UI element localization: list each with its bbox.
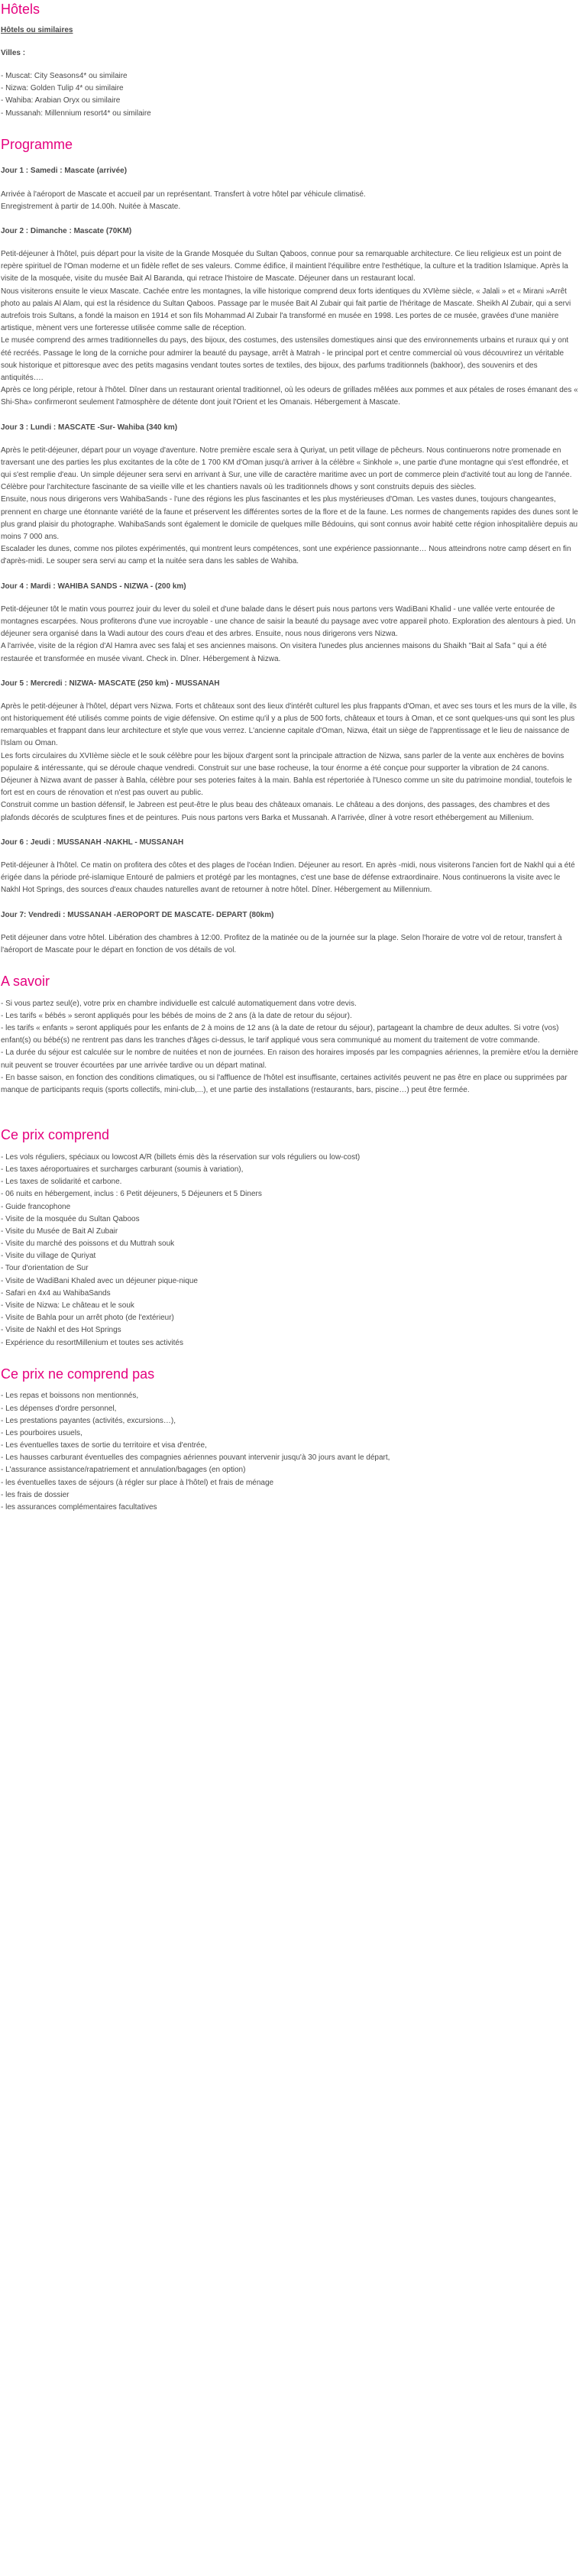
day-7 xyxy=(1,909,578,957)
list-item: - Visite de la mosquée du Sultan Qaboos xyxy=(1,1214,140,1223)
list-item: - La durée du séjour est calculée sur le nombre de nuitées et non de journées. En raison des horaires imposés par les compagnies aériennes, la première et/ou la dernière nuit peuvent se trouver écourtées par une arrivée tardive ou un départ matinal. xyxy=(1,1048,578,1070)
hotels-title: Hôtels xyxy=(1,2,40,17)
day-5 xyxy=(1,678,578,825)
day-paragraph: Construit comme un bastion défensif, le Jabreen est peut-être le plus beau des châteaux omanais. Le château a des donjons, des passages, des chambres et des plafonds décorés de sculptures fines et de peintures. Puis nous partons vers Barka et Mussanah. A l'arrivée, dîner à votre resort ethébergement au Millenium. xyxy=(1,801,550,822)
hotel-item-muscat: - Muscat: City Seasons4* ou similaire xyxy=(1,71,128,80)
list-item: - les frais de dossier xyxy=(1,1490,70,1499)
list-item: - Visite du Musée de Bait Al Zubair xyxy=(1,1226,118,1236)
day-paragraph: Escalader les dunes, comme nos pilotes expérimentés, qui montrent leurs compétences, sont une expérience passionnante… Nous atteindrons notre camp désert en fin d'après-midi. Le souper sera servi au camp et la nuitée sera dans les sables de Wahiba. xyxy=(1,545,571,566)
day-3 xyxy=(1,422,578,569)
day-title: Jour 2 : Dimanche : Mascate (70KM) xyxy=(1,226,132,235)
hotels-subtitle: Hôtels ou similaires xyxy=(1,25,73,34)
list-item: - Les tarifs « bébés » seront appliqués pour les bébés de moins de 2 ans (à la date de retour du séjour). xyxy=(1,1011,352,1020)
ce-prix-ne-comprend-pas-title: Ce prix ne comprend pas xyxy=(1,1366,155,1382)
list-item: - les tarifs « enfants » seront appliqués pour les enfants de 2 à moins de 12 ans (à la date de retour du séjour), partageant la chambre de deux adultes. Si votre (vos) enfant(s) ou bébé(s) ne rentrent pas dans les tranches d'âges ci-dessus, le tarif appliqué vous sera communiqué au moment du traitement de votre commande. xyxy=(1,1024,559,1045)
day-paragraph: Enregistrement à partir de 14.00h. Nuitée à Mascate. xyxy=(1,202,181,211)
villes-label: Villes : xyxy=(1,48,26,57)
day-paragraph: Petit-déjeuner à l'hôtel. Ce matin on profitera des côtes et des plages de l'océan Indien. Déjeuner au resort. En après -midi, nous visiterons l'ancien fort de Nakhl qui a été érigée dans la période pré-islamique Entouré de palmiers et protégé par les montagnes, c'est une base de défense extraordinaire. Nous continuerons la visite avec le Nakhl Hot Springs, des sources d'eaux chaudes naturelles avant de retourner à notre hôtel. Dîner. Hébergement au Millennium. xyxy=(1,860,575,895)
list-item: - Les pourboires usuels, xyxy=(1,1428,82,1437)
list-item: - Guide francophone xyxy=(1,1202,71,1211)
list-item: - Les repas et boissons non mentionnés, xyxy=(1,1392,139,1401)
list-item: - Si vous partez seul(e), votre prix en chambre individuelle est calculé automatiquement dans votre devis. xyxy=(1,999,357,1008)
list-item: - Visite de Bahla pour un arrêt photo (de l'extérieur) xyxy=(1,1314,174,1323)
day-paragraph: Après le petit-déjeuner à l'hôtel, départ vers Nizwa. Forts et châteaux sont des lieux d'intérêt culturel les plus frappants d'Oman, et avec ses tours et les murs de la ville, ils ont historiquement été utilisés comme points de vigie défensive. On estime qu'il y a plus de 500 forts, châteaux et tours à Oman, et ce sont quelques-uns qui sont les plus remarquables et frappant dans leur architecture et style que vous verrez. L'ancienne capitale d'Oman, Nizwa, était un siège de l'apprentissage et le lieu de naissance de l'Islam ou Oman. xyxy=(1,702,577,748)
list-item: - Safari en 4x4 au WahibaSands xyxy=(1,1288,111,1298)
day-paragraph: Ensuite, nous nous dirigerons vers WahibaSands - l'une des régions les plus fascinantes et les plus mystérieuses d'Oman. Les vastes dunes, toujours changeantes, prennent en charge une étonnante variété de la faune et préservent les différentes sortes de la flore et de la faune. Les normes de changements rapides des dunes sont le plus grand plaisir du photographe. WahibaSands sont également le domicile de quelques mille Bédouins, qui sont connus avoir habité cette région inhospitalière depuis au moins 7 000 ans. xyxy=(1,495,578,541)
hotel-item-mussanah: - Mussanah: Millennium resort4* ou similaire xyxy=(1,109,151,118)
day-paragraph: Petit-déjeuner à l'hôtel, puis départ pour la visite de la Grande Mosquée du Sultan Qaboos, connue pour sa remarquable architecture. Ce lieu religieux est un point de repère spirituel de l'Oman moderne et un fidèle reflet de ses valeurs. Comme édifice, il maintient l'équilibre entre l'esthétique, la culture et la tradition Islamique. Après la visite de la mosquée, visite du musée Bait Al Baranda, qui retrace l'histoire de Mascate. Déjeuner dans un restaurant local. xyxy=(1,250,568,284)
day-title: Jour 4 : Mardi : WAHIBA SANDS - NIZWA - (200 km) xyxy=(1,582,186,591)
day-paragraph: Arrivée à l'aéroport de Mascate et accueil par un représentant. Transfert à votre hôtel par véhicule climatisé. xyxy=(1,190,366,199)
day-paragraph: Le musée comprend des armes traditionnelles du pays, des bijoux, des costumes, des ustensiles domestiques ainsi que des environnements urbains et ruraux qui y ont été recréés. Passage le long de la corniche pour admirer la beauté du paysage, arrêt à Matrah - le principal port et centre commercial où vous découvrirez un véritable souk historique et pittoresque avec des petits magasins vendant toutes sortes de textiles, des bijoux, des parfums traditionnels (bakhoor), des souvenirs et des antiquités…. xyxy=(1,336,569,382)
list-item: - Visite de Nakhl et des Hot Springs xyxy=(1,1326,121,1335)
list-item: - les éventuelles taxes de séjours (à régler sur place à l'hôtel) et frais de ménage xyxy=(1,1478,274,1487)
day-title: Jour 7: Vendredi : MUSSANAH -AEROPORT DE MASCATE- DEPART (80km) xyxy=(1,910,274,919)
list-item: - Expérience du resortMillenium et toutes ses activités xyxy=(1,1338,183,1347)
list-item: - Les dépenses d'ordre personnel, xyxy=(1,1404,117,1413)
list-item: - Visite du village de Quriyat xyxy=(1,1252,96,1261)
list-item: - En basse saison, en fonction des conditions climatiques, ou si l'affluence de l'hôtel est insuffisante, certaines activités peuvent ne pas être en place ou supprimées par manque de participants requis (sports collectifs, mini-club,...), et une partie des installations (restaurants, bars, piscine…) peut être fermée. xyxy=(1,1073,568,1094)
ce-prix-comprend-title: Ce prix comprend xyxy=(1,1127,110,1143)
list-item: - Tour d'orientation de Sur xyxy=(1,1264,89,1273)
list-item: - Les prestations payantes (activités, excursions…), xyxy=(1,1416,176,1425)
a-savoir-title: A savoir xyxy=(1,974,50,990)
list-item: - Les vols réguliers, spéciaux ou lowcost A/R (billets émis dès la réservation sur vols réguliers ou low-cost) xyxy=(1,1152,361,1162)
hotels-section xyxy=(1,2,578,120)
day-4 xyxy=(1,581,578,666)
list-item: - Les taxes de solidarité et carbone. xyxy=(1,1178,122,1187)
a-savoir-section xyxy=(1,974,578,1097)
list-item: - Les hausses carburant éventuelles des compagnies aériennes pouvant intervenir jusqu'à 30 jours avant le départ, xyxy=(1,1453,390,1463)
day-title: Jour 1 : Samedi : Mascate (arrivée) xyxy=(1,167,128,176)
list-item: - les assurances complémentaires facultatives xyxy=(1,1503,157,1512)
day-paragraph: Petit-déjeuner tôt le matin vous pourrez jouir du lever du soleil et d'une balade dans le désert puis nous partons vers WadiBani Khalid - une vallée verte entourée de montagnes escarpées. Nous profiterons d'une vue incroyable - une chance de saisir la beauté du paysage avec votre appareil photo. Exploration des alentours à pied. Un déjeuner sera organisé dans la Wadi autour des cours d'eau et des arbres. Ensuite, nous nous dirigerons vers Nizwa. xyxy=(1,604,576,639)
day-paragraph: Les forts circulaires du XVIIème siècle et le souk célèbre pour les bijoux d'argent sont la principale attraction de Nizwa, sans parler de la vente aux enchères de bovins populaire & intéressante, qui se déroule chaque vendredi. Construit sur une base rocheuse, la tour énorme a été conçue pour supporter la vibration de 24 canons. Déjeuner à Nizwa avant de passer à Bahla, célèbre pour ses poteries faites à la main. Bahla est répertoriée à l'Unesco comme un site du patrimoine mondial, toutefois le fort est en cours de rénovation et n'est pas ouvert au public. xyxy=(1,751,572,798)
list-item: - Visite du marché des poissons et du Muttrah souk xyxy=(1,1239,175,1249)
spacer xyxy=(1,1097,578,1127)
list-item: - Les éventuelles taxes de sortie du territoire et visa d'entrée, xyxy=(1,1441,207,1450)
ce-prix-comprend-section xyxy=(1,1127,578,1350)
list-item: - Visite de WadiBani Khaled avec un déjeuner pique-nique xyxy=(1,1276,198,1285)
hotel-item-wahiba: - Wahiba: Arabian Oryx ou similaire xyxy=(1,96,121,105)
programme-title: Programme xyxy=(1,136,73,152)
day-title: Jour 3 : Lundi : MASCATE -Sur- Wahiba (340 km) xyxy=(1,423,178,432)
day-paragraph: Après le petit-déjeuner, départ pour un voyage d'aventure. Notre première escale sera à Quriyat, un petit village de pêcheurs. Nous continuerons notre promenade en traversant une des parties les plus excitantes de la côte de 1 700 KM d'Oman jusqu'à arriver à la célèbre « Sinkhole », une partie d'une montagne qui s'est effondrée, et qui s'est remplie d'eau. Un simple déjeuner sera servi en arrivant à Sur, une ville de caractère maritime avec un port de commerce plein d'activité tout au long de l'année. Célèbre pour l'architecture fascinante de sa vieille ville et les chantiers navals où les traditionnels dhows y sont construits depuis des siècles. xyxy=(1,446,572,492)
day-paragraph: Petit déjeuner dans votre hôtel. Libération des chambres à 12:00. Profitez de la matinée ou de la journée sur la plage. Selon l'horaire de votre vol de retour, transfert à l'aéroport de Mascate pour le départ en fonction de vos détails de vol. xyxy=(1,933,562,954)
day-paragraph: Nous visiterons ensuite le vieux Mascate. Cachée entre les montagnes, la ville historique comprend deux forts identiques du XVIème siècle, « Jalali » et « Mirani »Arrêt photo au palais Al Alam, qui est la résidence du Sultan Qaboos. Passage par le musée Bait Al Zubair qui fait partie de l'héritage de Mascate. Sheikh Al Zubair, qui a servi autrefois trois Sultans, a fondé la maison en 1914 et son fils Mohammad Al Zubair l'a transformé en musée en 1998. Les portes de ce musée, gravées d'une manière artistique, mènent vers une forteresse utilisée comme salle de réception. xyxy=(1,287,571,333)
day-6 xyxy=(1,837,578,897)
day-title: Jour 6 : Jeudi : MUSSANAH -NAKHL - MUSSANAH xyxy=(1,838,184,847)
day-title: Jour 5 : Mercredi : NIZWA- MASCATE (250 km) - MUSSANAH xyxy=(1,679,220,688)
list-item: - L'assurance assistance/rapatriement et annulation/bagages (en option) xyxy=(1,1466,246,1475)
list-item: - 06 nuits en hébergement, inclus : 6 Petit déjeuners, 5 Déjeuners et 5 Diners xyxy=(1,1190,262,1199)
day-1 xyxy=(1,165,578,213)
day-paragraph: Après ce long périple, retour à l'hôtel. Dîner dans un restaurant oriental traditionnel, où les odeurs de grillades mêlées aux pommes et aux pétales de roses émanant des « Shi-Sha» confirmeront seulement l'atmosphère de détente dont jouit l'Orient et les Omanais. Hébergement à Mascate. xyxy=(1,386,578,407)
ce-prix-ne-comprend-pas-section xyxy=(1,1366,578,1514)
list-item: - Visite de Nizwa: Le château et le souk xyxy=(1,1301,134,1310)
programme-section xyxy=(1,137,578,957)
list-item: - Les taxes aéroportuaires et surcharges carburant (soumis à variation), xyxy=(1,1165,244,1174)
day-paragraph: A l'arrivée, visite de la région d'Al Hamra avec ses falaj et ses anciennes maisons. On visitera l'unedes plus anciennes maisons du Shaikh "Bait al Safa " qui a été restaurée et transformée en musée vivant. Check in. Dîner. Hébergement à Nizwa. xyxy=(1,642,547,663)
hotel-item-nizwa: - Nizwa: Golden Tulip 4* ou similaire xyxy=(1,84,124,93)
day-2 xyxy=(1,225,578,410)
hotels-list xyxy=(1,70,578,120)
